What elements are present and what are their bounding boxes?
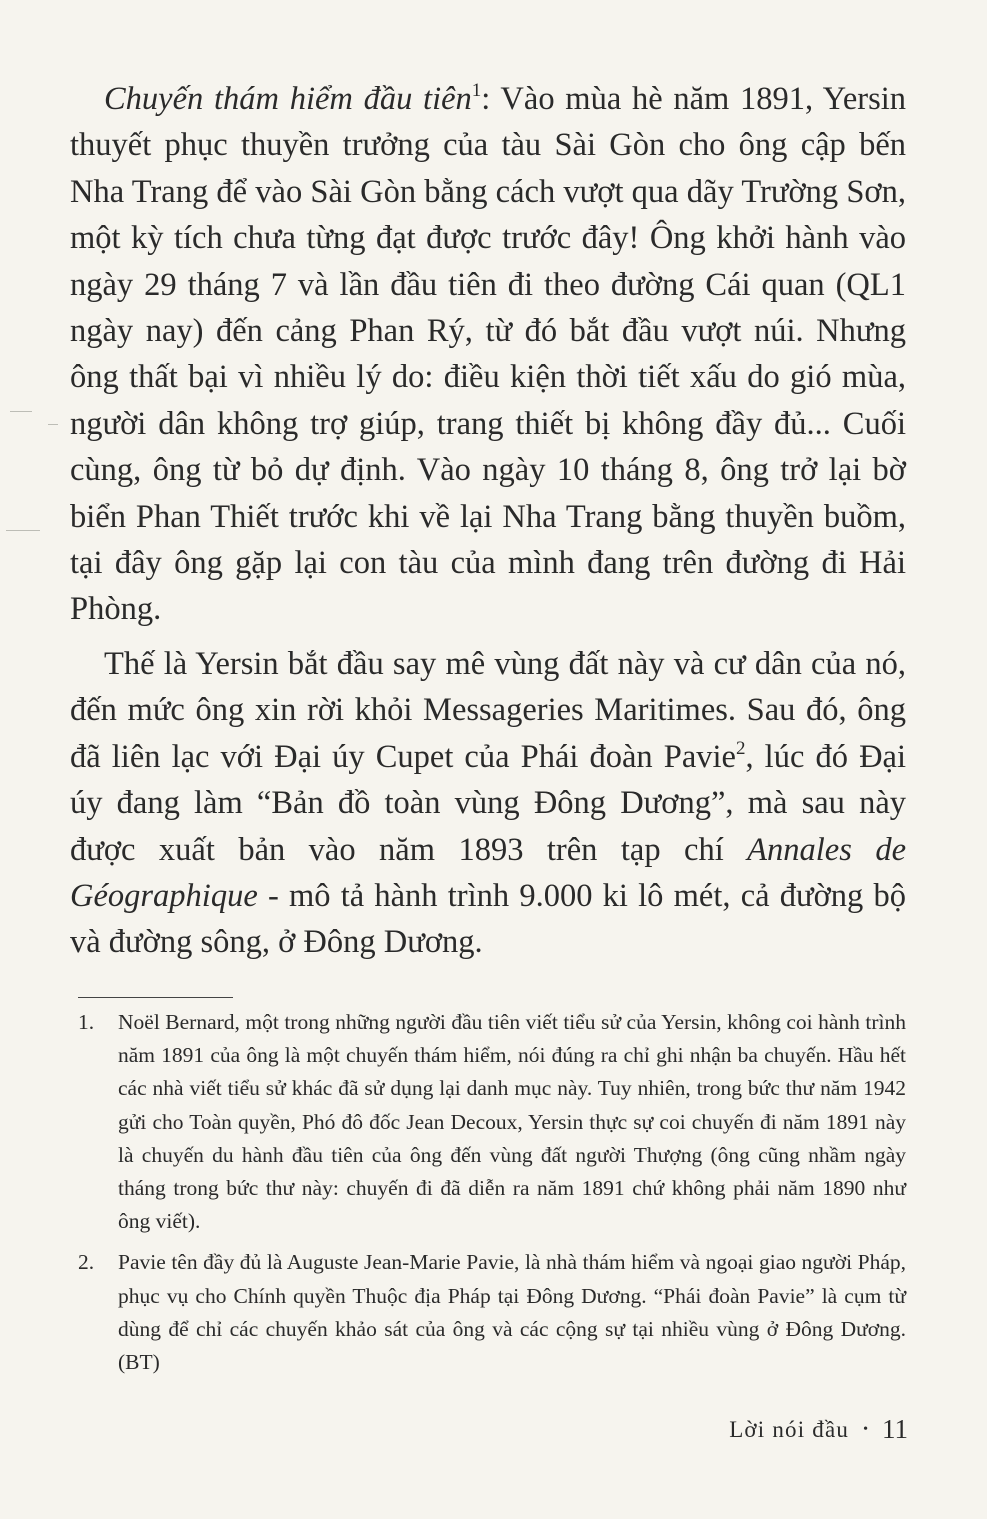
footnote-text: Noël Bernard, một trong những người đầu tiên viết tiểu sử của Yersin, không coi hành trình năm 1891 của ông là một chuyến thám hiểm, nói đúng ra chỉ ghi nhận ba chuyến. Hầu hết các nhà viết tiểu sử khác đã sử dụng lại danh mục này. Tuy nhiên, trong bức thư năm 1942 gửi cho Toàn quyền, Phó đô đốc Jean Decoux, Yersin thực sự coi chuyến đi năm 1891 này là chuyến du hành đầu tiên của ông đến vùng đất người Thượng (ông cũng nhầm ngày tháng trong bức thư này: chuyến đi đã diễn ra năm 1891 chứ không phải năm 1890 như ông viết). — [118, 1010, 906, 1234]
footnote-text: Pavie tên đầy đủ là Auguste Jean-Marie Pavie, là nhà thám hiểm và ngoại giao người Pháp, phục vụ cho Chính quyền Thuộc địa Pháp tại Đông Dương. “Phái đoàn Pavie” là cụm từ dùng để chỉ các chuyến khảo sát của ông và các cộng sự tại nhiều vùng ở Đông Dương. (BT) — [118, 1250, 906, 1375]
footnote-number: 2. — [78, 1250, 95, 1275]
paragraph-text: - mô tả hành trình 9.000 ki lô mét, cả đường bộ và đường sông, ở Đông Dương. — [70, 877, 906, 961]
paragraph-text: Thế là Yersin bắt đầu say mê vùng đất này và cư dân của nó, đến mức ông xin rời khỏi Messageries Maritimes. Sau đó, ông đã liên lạc với Đại úy Cupet của Phái đoàn Pavie — [70, 645, 906, 775]
margin-mark — [10, 411, 32, 412]
margin-mark — [48, 424, 58, 425]
italic-lead: Chuyến thám hiểm đầu tiên — [104, 81, 472, 117]
paragraph-text: : Vào mùa hè năm 1891, Yersin thuyết phục thuyền trưởng của tàu Sài Gòn cho ông cập bến Nha Trang để vào Sài Gòn bằng cách vượt qua dãy Trường Sơn, một kỳ tích chưa từng đạt được trước đây! Ông khởi hành vào ngày 29 tháng 7 và lần đầu tiên đi theo đường Cái quan (QL1 ngày nay) đến cảng Phan Rý, từ đó bắt đầu vượt núi. Nhưng ông thất bại vì nhiều lý do: điều kiện thời tiết xấu do gió mùa, người dân không trợ giúp, trang thiết bị không đầy đủ... Cuối cùng, ông từ bỏ dự định. Vào ngày 10 tháng 8, ông trở lại bờ biển Phan Thiết trước khi về lại Nha Trang bằng thuyền buồm, tại đây ông gặp lại con tàu của mình đang trên đường đi Hải Phòng. — [70, 81, 907, 628]
body-text — [70, 76, 906, 966]
paragraph-first-expedition — [70, 76, 906, 633]
footnote-1 — [78, 1006, 906, 1238]
footnote-ref-1[interactable]: 1 — [471, 80, 482, 101]
footnote-ref-2[interactable]: 2 — [735, 737, 746, 759]
page-footer — [729, 1414, 908, 1445]
footnote-number: 1. — [78, 1010, 95, 1034]
page-number: 11 — [882, 1414, 908, 1444]
footnotes — [78, 1006, 906, 1379]
paragraph-text: , lúc đó Đại úy đang làm “Bản đồ toàn vùng Đông Dương”, mà sau này được xuất bản vào năm 1893 trên tạp chí — [70, 738, 906, 868]
footnote-divider — [78, 997, 233, 998]
bullet-separator: • — [863, 1421, 868, 1437]
running-title: Lời nói đầu — [729, 1416, 850, 1442]
paragraph-pavie-mission — [70, 641, 906, 966]
journal-title: Annales de Géographique — [70, 831, 906, 914]
footnote-2 — [78, 1246, 906, 1379]
margin-mark — [6, 530, 40, 531]
